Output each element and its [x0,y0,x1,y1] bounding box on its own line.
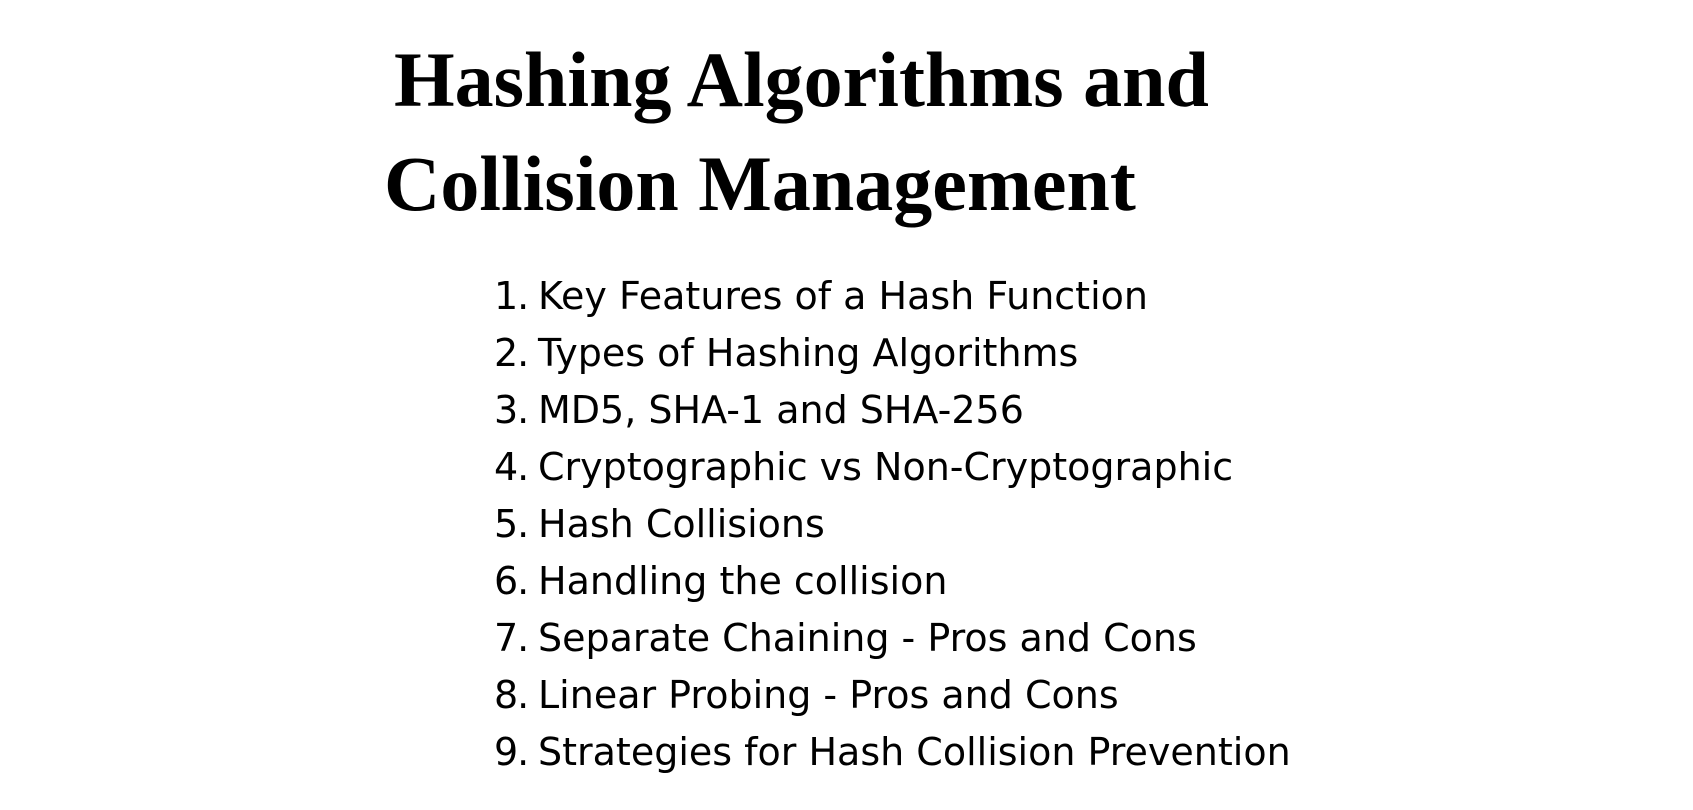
agenda-item [494,496,1291,553]
agenda-list [494,268,1291,781]
agenda-item [494,724,1291,781]
agenda-item [494,268,1291,325]
agenda-item-number: 5. [494,502,529,546]
slide-title [384,28,1344,236]
agenda-item [494,667,1291,724]
agenda-item [494,382,1291,439]
agenda-item-number: 2. [494,331,529,375]
slide-title-line-1: Hashing Algorithms and [394,36,1209,123]
agenda-item-number: 9. [494,730,529,774]
agenda-item-text: Hash Collisions [538,502,825,546]
agenda-item-number: 4. [494,445,529,489]
agenda-item-number: 1. [494,274,529,318]
agenda-item-text: Separate Chaining - Pros and Cons [538,616,1197,660]
agenda-item [494,439,1291,496]
agenda-item [494,325,1291,382]
agenda-item-text: Handling the collision [538,559,948,603]
agenda-item-number: 8. [494,673,529,717]
agenda-item [494,553,1291,610]
slide-title-line-2: Collision Management [384,140,1136,227]
agenda-item-text: Strategies for Hash Collision Prevention [538,730,1291,774]
agenda-item-text: Key Features of a Hash Function [538,274,1148,318]
agenda-item-text: MD5, SHA-1 and SHA-256 [538,388,1024,432]
agenda-item-number: 7. [494,616,529,660]
agenda-item-text: Linear Probing - Pros and Cons [538,673,1119,717]
agenda-item-text: Types of Hashing Algorithms [538,331,1079,375]
agenda-item [494,610,1291,667]
agenda-item-number: 3. [494,388,529,432]
agenda-item-number: 6. [494,559,529,603]
agenda-item-text: Cryptographic vs Non-Cryptographic [538,445,1234,489]
